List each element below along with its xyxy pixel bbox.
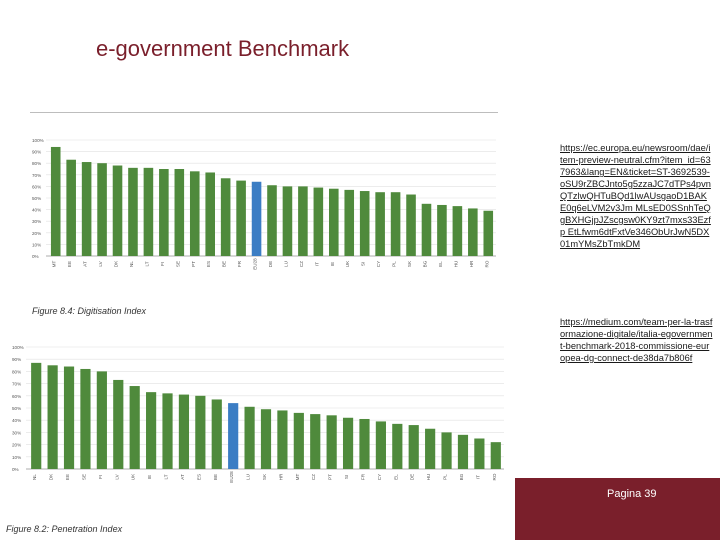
chart2-bar-ie (146, 392, 156, 469)
chart2-xtick-label: EE (65, 473, 71, 481)
chart2-ytick-label: 60% (12, 393, 22, 399)
link-1-block (560, 142, 712, 250)
chart2-bar-cz (310, 414, 320, 469)
chart1-xtick-label: SE (175, 260, 181, 268)
chart1-bar-nl (128, 168, 138, 256)
chart2-ytick-label: 20% (12, 442, 22, 448)
chart2-bar-se (80, 369, 90, 469)
chart1-xtick-label: IE (329, 261, 335, 267)
chart1-xtick-label: EU28 (252, 258, 258, 270)
chart2-xtick-label: IT (475, 474, 481, 480)
chart2-xtick-label: BG (458, 473, 464, 481)
chart2-bar-hr (277, 410, 287, 469)
chart2-bar-it (474, 439, 484, 470)
chart2-bar-sk (261, 409, 271, 469)
slide-title: e-government Benchmark (96, 36, 350, 61)
chart2-ytick-label: 100% (12, 345, 24, 350)
chart2-xtick-label: DK (48, 473, 54, 481)
chart1-bar-si (360, 191, 370, 256)
chart1-ytick-label: 100% (32, 138, 44, 143)
page-number: Pagina 39 (607, 488, 657, 500)
chart1-ytick-label: 0% (32, 254, 39, 259)
chart2-xtick-label: SE (81, 473, 87, 481)
chart1-ytick-label: 40% (32, 207, 42, 213)
chart1-bar-lv (97, 163, 107, 256)
chart1-ytick-label: 20% (32, 230, 42, 236)
chart2-xtick-label: EL (393, 474, 399, 480)
penetration-index-chart (6, 340, 508, 520)
chart1-xtick-label: FR (237, 260, 243, 268)
chart2-xtick-label: SK (262, 473, 267, 481)
chart1-bar-at (82, 162, 92, 256)
chart2-bar-de (409, 425, 419, 469)
chart1-ytick-label: 60% (32, 184, 42, 190)
chart1-bar-dk (113, 166, 123, 256)
chart2-bar-at (179, 395, 189, 469)
chart1-bar-pt (190, 171, 200, 256)
chart1-xtick-label: LV (98, 261, 104, 267)
chart1-xtick-label: PL (391, 261, 397, 267)
chart1-bar-fr (236, 181, 246, 256)
chart1-xtick-label: AT (82, 261, 88, 267)
chart2-xtick-label: AT (179, 474, 185, 480)
chart2-xtick-label: LV (114, 474, 120, 480)
chart1-bar-cy (375, 192, 385, 256)
chart2-bar-lu (244, 407, 254, 469)
chart2-bar-lt (162, 393, 172, 469)
chart2-xtick-label: HU (426, 473, 432, 481)
chart2-bar-uk (130, 386, 140, 469)
chart1-xtick-label: DK (113, 260, 119, 268)
link-ec-europa[interactable]: https://ec.europa.eu/newsroom/dae/item-preview-neutral.cfm?item_id=637963&lang=EN&ticket=ST-3692539-oSU9rZBCJnto5g5zzaJC7dTPs4pvnQTzlwQHTuBQd1lwAUsgaoD1BAKE0q6eLVM2v3Jm MLsED0SSnhTeQgBXHGjpJZscgsw0KY9zt7mxs33Ezfp EtLfwm6dtFxtVe346ObUrJwN5DX01mYMsZbTmkDM (560, 143, 711, 249)
chart2-bar-mt (294, 413, 304, 469)
chart1-ytick-label: 10% (32, 242, 42, 248)
chart2-bar-es (195, 396, 205, 469)
chart2-xtick-label: NL (32, 474, 38, 480)
chart1-xtick-label: IT (314, 261, 320, 267)
chart2-xtick-label: CY (376, 473, 382, 481)
chart2-xtick-label: LT (163, 474, 169, 480)
chart2-bar-ee (64, 367, 74, 469)
chart2-bar-hu (425, 429, 435, 469)
chart1-xtick-label: DE (268, 260, 273, 268)
chart1-bar-el (437, 205, 447, 256)
chart1-caption: Figure 8.4: Digitisation Index (32, 306, 147, 316)
chart2-xtick-label: SI (344, 474, 350, 480)
chart1-xtick-label: UK (345, 260, 351, 268)
chart1-xtick-label: PT (190, 261, 196, 267)
chart2-xtick-label: PT (327, 474, 333, 480)
chart2-bar-fi (97, 371, 107, 469)
chart2-xtick-label: RO (491, 473, 497, 481)
chart1-xtick-label: HR (468, 260, 474, 268)
chart2-ytick-label: 50% (12, 406, 22, 411)
chart2-ytick-label: 80% (12, 369, 22, 375)
chart1-bar-mt (51, 147, 61, 256)
chart2-bar-pl (441, 432, 451, 469)
chart1-bar-eu28 (252, 182, 262, 256)
chart2-bar-pt (327, 415, 337, 469)
chart1-xtick-label: LU (283, 261, 289, 267)
chart1-bar-bg (422, 204, 432, 256)
link-medium[interactable]: https://medium.com/team-per-la-trasformazione-digitale/italia-egovernment-benchmark-2018-commissione-europea-dg-connect-de38da7b806f (560, 317, 713, 363)
chart1-xtick-label: BE (221, 260, 227, 268)
chart1-bar-pl (391, 192, 401, 256)
chart1-ytick-label: 70% (32, 172, 42, 178)
chart2-xtick-label: EU28 (229, 471, 235, 483)
chart2-bar-lv (113, 380, 123, 469)
chart2-bar-si (343, 418, 353, 469)
chart1-xtick-label: LT (144, 261, 150, 267)
chart1-xtick-label: FI (159, 261, 165, 267)
chart1-xtick-label: CZ (298, 260, 304, 268)
chart2-bar-cy (376, 421, 386, 469)
chart1-xtick-label: ES (206, 260, 212, 268)
chart1-xtick-label: MT (51, 260, 57, 268)
chart2-xtick-label: UK (130, 473, 136, 481)
chart2-xtick-label: ES (196, 473, 202, 481)
chart1-xtick-label: HU (453, 260, 459, 268)
chart1-bar-ro (483, 211, 493, 256)
chart1-xtick-label: BG (422, 260, 428, 268)
chart1-bar-cz (298, 186, 308, 256)
chart2-bar-dk (48, 365, 58, 469)
chart2-bar-be (212, 399, 222, 469)
chart1-ytick-label: 90% (32, 149, 42, 155)
chart2-xtick-label: PL (442, 474, 448, 480)
chart1-xtick-label: SI (360, 261, 366, 267)
chart2-xtick-label: LU (245, 474, 251, 480)
chart2-xtick-label: IE (147, 474, 153, 480)
chart2-ytick-label: 70% (12, 381, 22, 387)
chart1-ytick-label: 80% (32, 161, 42, 167)
digitisation-index-chart (30, 134, 500, 304)
chart1-bar-es (205, 172, 215, 256)
chart1-bar-uk (344, 190, 354, 256)
chart2-ytick-label: 40% (12, 418, 22, 424)
chart1-bar-ee (66, 160, 76, 256)
chart1-bar-it (314, 188, 324, 256)
chart2-xtick-label: CZ (311, 473, 317, 481)
chart2-ytick-label: 0% (12, 467, 19, 472)
chart2-ytick-label: 30% (12, 430, 22, 436)
chart2-xtick-label: HR (278, 473, 284, 481)
chart2-bar-eu28 (228, 403, 238, 469)
chart2-bar-el (392, 424, 402, 469)
chart1-bar-hr (468, 208, 478, 256)
chart1-bar-hu (453, 206, 463, 256)
chart2-ytick-label: 90% (12, 357, 22, 363)
chart2-ytick-label: 10% (12, 454, 22, 460)
chart1-xtick-label: EE (67, 260, 73, 268)
chart1-xtick-label: CY (376, 260, 382, 268)
chart1-bar-ie (329, 189, 339, 256)
chart1-bar-sk (406, 195, 416, 256)
chart1-bar-be (221, 178, 231, 256)
chart2-bar-ro (491, 442, 501, 469)
chart1-xtick-label: RO (484, 260, 490, 268)
chart1-ytick-label: 30% (32, 219, 42, 225)
chart2-xtick-label: BE (212, 473, 218, 481)
chart1-xtick-label: SK (407, 260, 413, 268)
chart1-bar-lt (144, 168, 154, 256)
chart1-bar-fi (159, 169, 169, 256)
chart2-bar-fr (359, 419, 369, 469)
chart2-xtick-label: DE (409, 473, 415, 481)
chart2-xtick-label: FR (360, 473, 366, 481)
chart2-caption: Figure 8.2: Penetration Index (6, 524, 123, 534)
chart2-xtick-label: FI (97, 474, 103, 480)
chart1-xtick-label: NL (128, 261, 134, 267)
link-2-block (560, 316, 714, 364)
chart2-bar-nl (31, 363, 41, 469)
title-divider (30, 112, 498, 113)
chart1-bar-de (267, 185, 277, 256)
chart2-xtick-label: MT (294, 473, 300, 481)
chart1-bar-lu (283, 186, 293, 256)
chart2-bar-bg (458, 435, 468, 469)
chart1-ytick-label: 50% (32, 196, 42, 201)
chart1-xtick-label: EL (437, 261, 443, 267)
chart1-bar-se (175, 169, 185, 256)
